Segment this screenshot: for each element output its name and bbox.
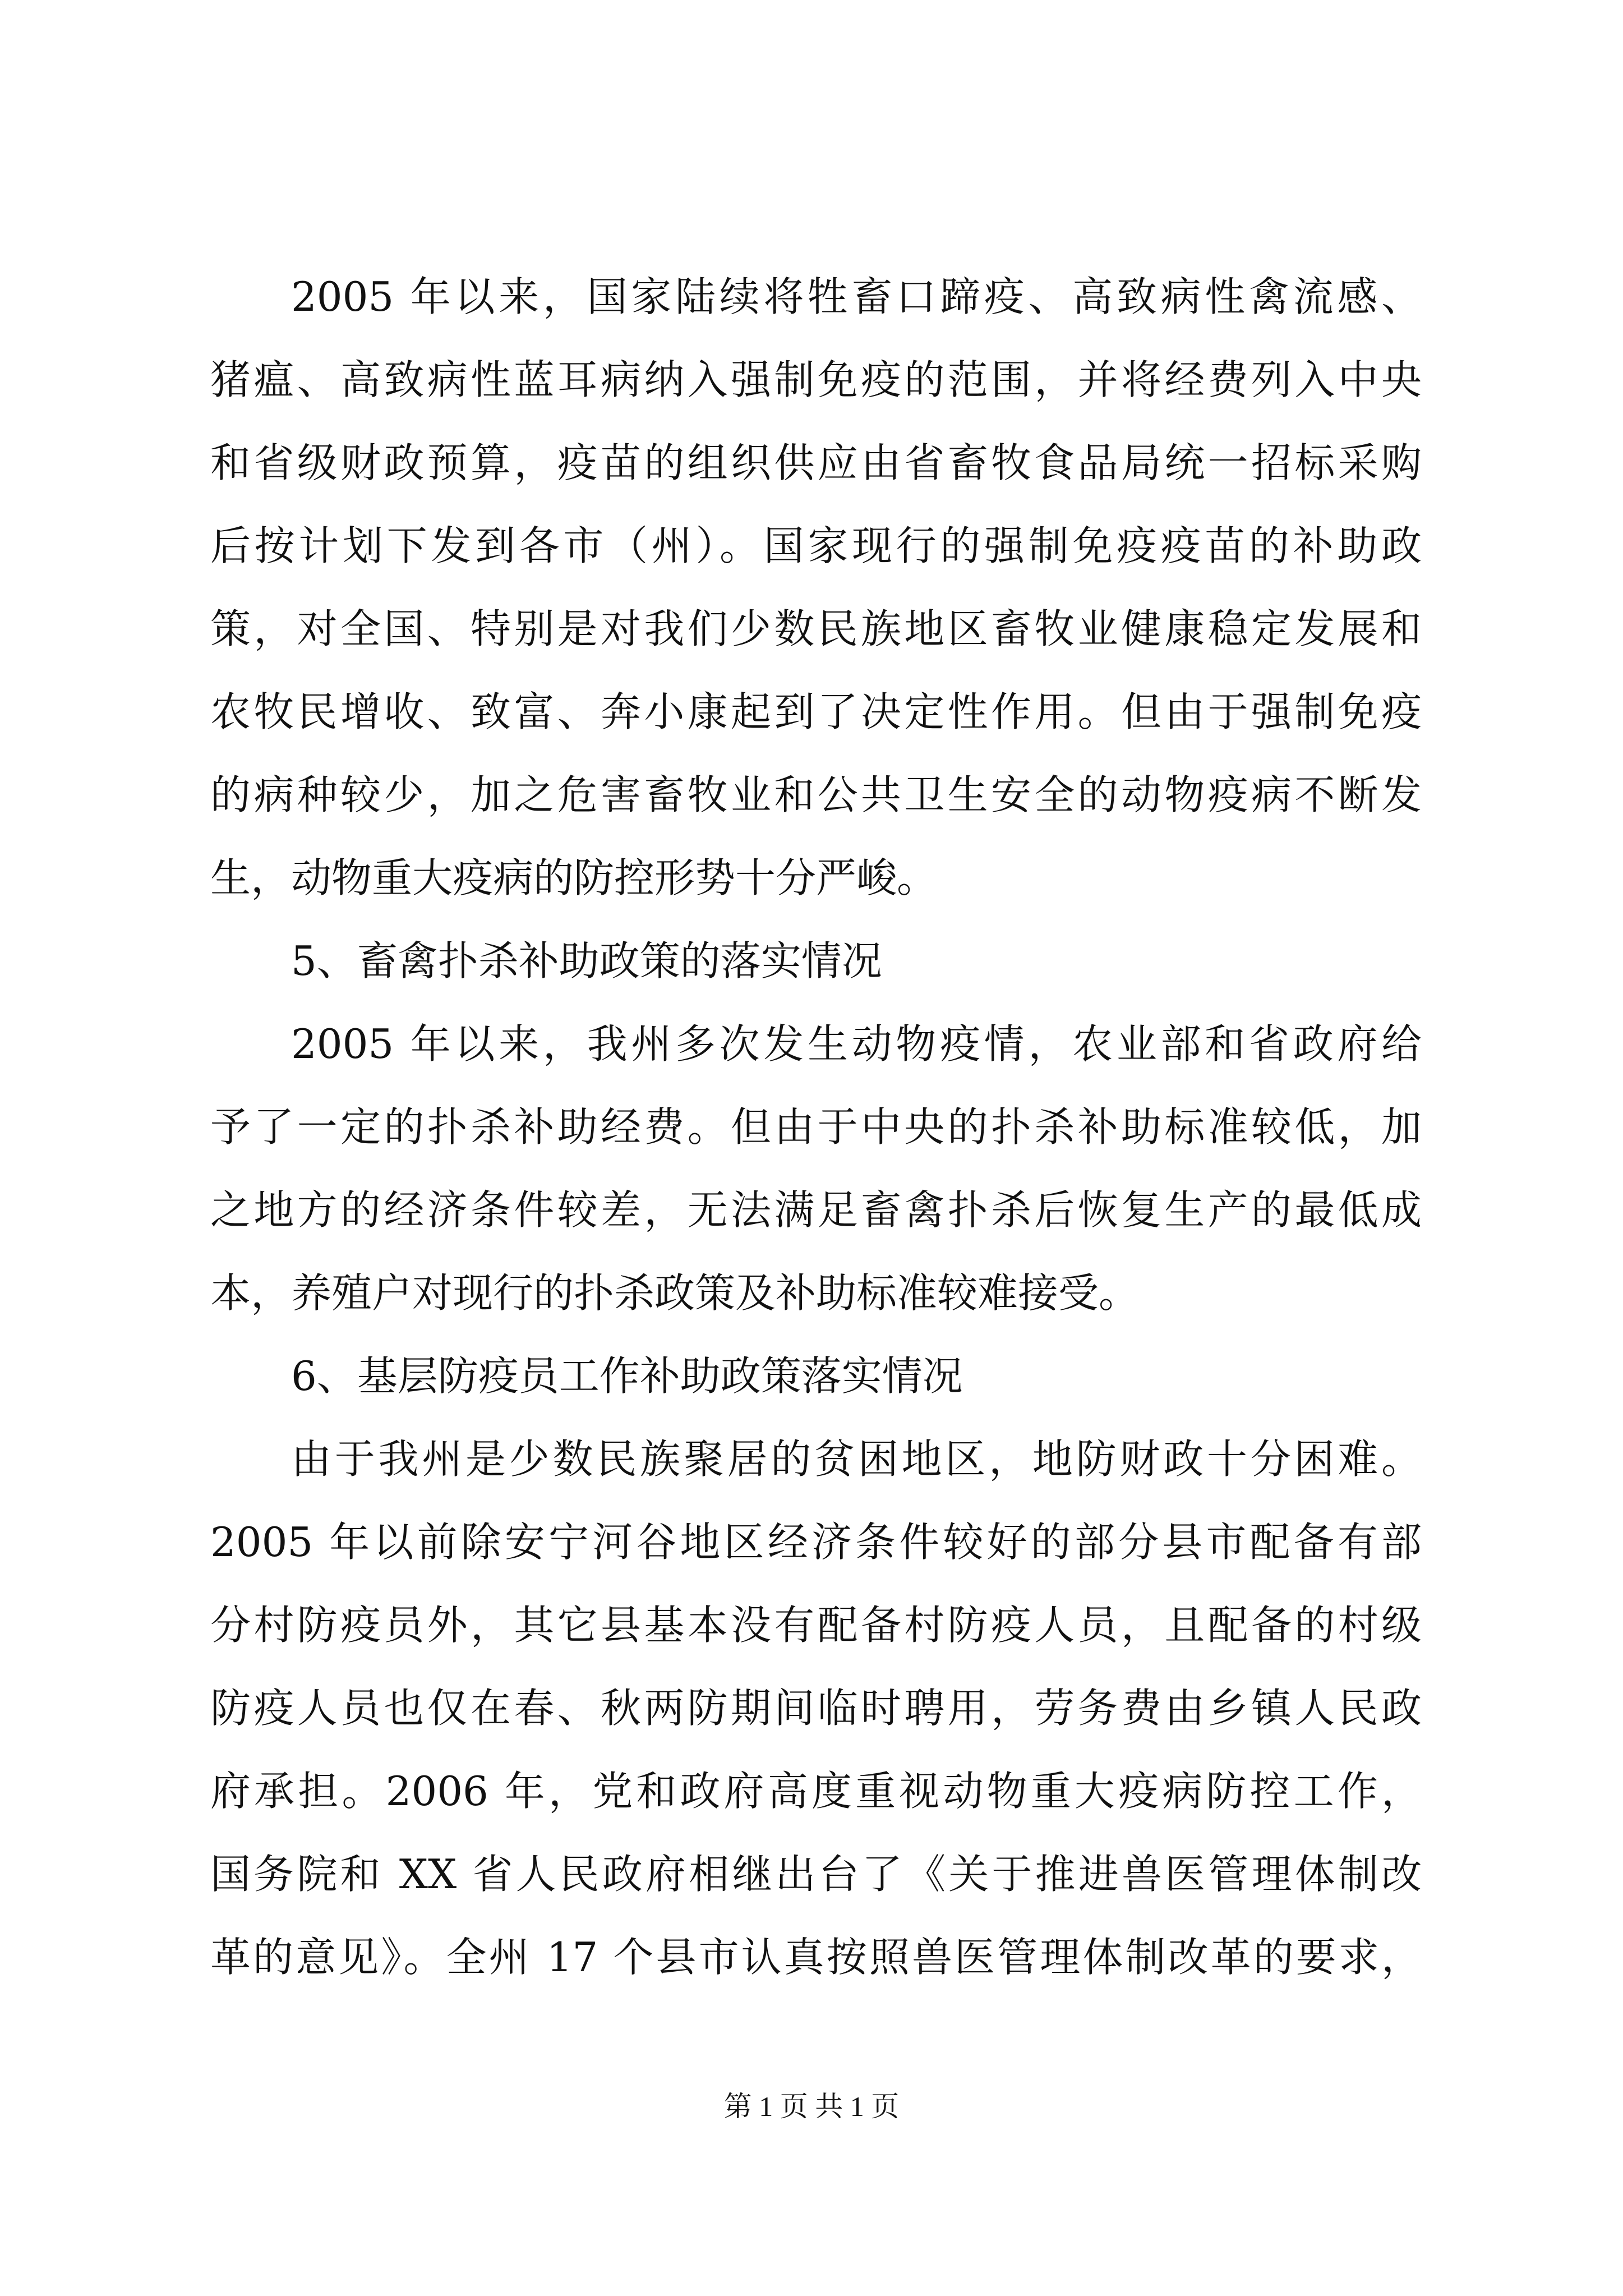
section-heading: 5、畜禽扑杀补助政策的落实情况	[291, 937, 882, 984]
paragraph-line: 2005 年以前除安宁河谷地区经济条件较好的部分县市配备有部	[210, 1519, 1422, 1566]
document-body	[210, 255, 1422, 1999]
paragraph-line: 本，养殖户对现行的扑杀政策及补助标准较难接受。	[210, 1269, 1140, 1317]
paragraph-line: 和省级财政预算，疫苗的组织供应由省畜牧食品局统一招标采购	[210, 439, 1422, 486]
paragraph-line: 农牧民增收、致富、奔小康起到了决定性作用。但由于强制免疫	[210, 688, 1422, 735]
paragraph-line: 生，动物重大疫病的防控形势十分严峻。	[210, 854, 938, 901]
paragraph-line: 府承担。2006 年，党和政府高度重视动物重大疫病防控工作，	[210, 1768, 1422, 1815]
paragraph-line: 国务院和 XX 省人民政府相继出台了《关于推进兽医管理体制改	[210, 1851, 1422, 1898]
paragraph-line: 的病种较少，加之危害畜牧业和公共卫生安全的动物疫病不断发	[210, 771, 1422, 818]
paragraph-line: 后按计划下发到各市（州）。国家现行的强制免疫疫苗的补助政	[210, 522, 1422, 569]
paragraph-line: 防疫人员也仅在春、秋两防期间临时聘用，劳务费由乡镇人民政	[210, 1685, 1422, 1732]
paragraph-line: 策，对全国、特别是对我们少数民族地区畜牧业健康稳定发展和	[210, 605, 1422, 652]
paragraph-line: 分村防疫员外，其它县基本没有配备村防疫人员，且配备的村级	[210, 1602, 1422, 1649]
paragraph-line: 2005 年以来，国家陆续将牲畜口蹄疫、高致病性禽流感、	[291, 273, 1422, 320]
paragraph-line: 之地方的经济条件较差，无法满足畜禽扑杀后恢复生产的最低成	[210, 1186, 1422, 1234]
paragraph-line: 予了一定的扑杀补助经费。但由于中央的扑杀补助标准较低，加	[210, 1103, 1422, 1151]
section-heading: 6、基层防疫员工作补助政策落实情况	[291, 1352, 963, 1400]
paragraph-line: 猪瘟、高致病性蓝耳病纳入强制免疫的范围，并将经费列入中央	[210, 356, 1422, 403]
page-footer: 第 1 页 共 1 页	[723, 2091, 900, 2122]
paragraph-line: 由于我州是少数民族聚居的贫困地区，地防财政十分困难。	[291, 1435, 1422, 1483]
paragraph-line: 2005 年以来，我州多次发生动物疫情，农业部和省政府给	[291, 1020, 1422, 1068]
paragraph-line: 革的意见》。全州 17 个县市认真按照兽医管理体制改革的要求，	[210, 1934, 1422, 1981]
